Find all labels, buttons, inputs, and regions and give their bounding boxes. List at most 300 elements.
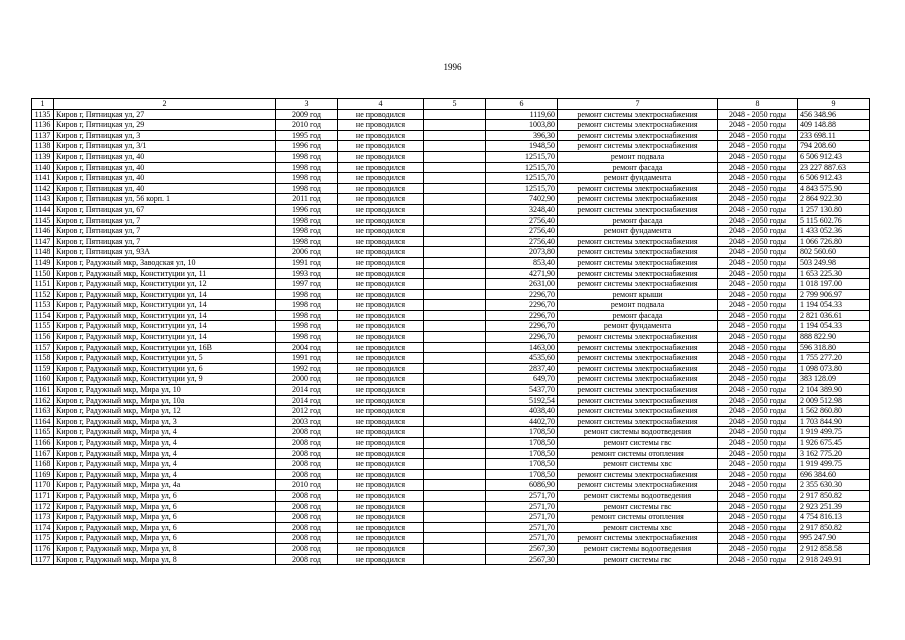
empty-cell [424, 353, 486, 364]
address-cell: Киров г, Пятницкая ул, 93А [54, 247, 276, 258]
cost-cell: 794 208.60 [798, 141, 870, 152]
commission-year-cell: 1998 год [276, 162, 338, 173]
cost-cell: 596 318.80 [798, 342, 870, 353]
empty-cell [424, 321, 486, 332]
row-index-cell: 1175 [32, 533, 54, 544]
planned-period-cell: 2048 - 2050 годы [718, 374, 798, 385]
cost-cell: 1 194 054.33 [798, 300, 870, 311]
planned-period-cell: 2048 - 2050 годы [718, 480, 798, 491]
last-repair-cell: не проводился [338, 321, 424, 332]
cost-cell: 2 917 850.82 [798, 490, 870, 501]
commission-year-cell: 2008 год [276, 533, 338, 544]
empty-cell [424, 469, 486, 480]
empty-cell [424, 406, 486, 417]
work-type-cell: ремонт системы электроснабжения [558, 194, 718, 205]
work-type-cell: ремонт системы гвс [558, 501, 718, 512]
area-cell: 2296,70 [486, 321, 558, 332]
work-type-cell: ремонт крыши [558, 289, 718, 300]
empty-cell [424, 183, 486, 194]
page-number: 1996 [443, 62, 462, 72]
row-index-cell: 1163 [32, 406, 54, 417]
cost-cell: 23 227 887.63 [798, 162, 870, 173]
cost-cell: 696 384.60 [798, 469, 870, 480]
address-cell: Киров г, Радужный мкр, Мира ул, 3 [54, 416, 276, 427]
column-number: 2 [54, 99, 276, 110]
row-index-cell: 1162 [32, 395, 54, 406]
last-repair-cell: не проводился [338, 268, 424, 279]
planned-period-cell: 2048 - 2050 годы [718, 385, 798, 396]
empty-cell [424, 490, 486, 501]
address-cell: Киров г, Радужный мкр, Конституции ул, 12 [54, 279, 276, 290]
empty-cell [424, 279, 486, 290]
last-repair-cell: не проводился [338, 406, 424, 417]
planned-period-cell: 2048 - 2050 годы [718, 416, 798, 427]
empty-cell [424, 310, 486, 321]
last-repair-cell: не проводился [338, 109, 424, 120]
area-cell: 649,70 [486, 374, 558, 385]
cost-cell: 1 919 499.75 [798, 459, 870, 470]
table-row [32, 543, 870, 554]
empty-cell [424, 300, 486, 311]
row-index-cell: 1155 [32, 321, 54, 332]
address-cell: Киров г, Радужный мкр, Мира ул, 4 [54, 459, 276, 470]
work-type-cell: ремонт системы водоотведения [558, 490, 718, 501]
commission-year-cell: 2008 год [276, 501, 338, 512]
empty-cell [424, 215, 486, 226]
area-cell: 12515,70 [486, 183, 558, 194]
last-repair-cell: не проводился [338, 363, 424, 374]
planned-period-cell: 2048 - 2050 годы [718, 279, 798, 290]
empty-cell [424, 109, 486, 120]
planned-period-cell: 2048 - 2050 годы [718, 130, 798, 141]
table-row [32, 533, 870, 544]
area-cell: 2756,40 [486, 236, 558, 247]
commission-year-cell: 2011 год [276, 194, 338, 205]
empty-cell [424, 236, 486, 247]
cost-cell: 802 560.60 [798, 247, 870, 258]
empty-cell [424, 268, 486, 279]
last-repair-cell: не проводился [338, 385, 424, 396]
area-cell: 1003,80 [486, 120, 558, 131]
row-index-cell: 1158 [32, 353, 54, 364]
commission-year-cell: 1998 год [276, 300, 338, 311]
address-cell: Киров г, Радужный мкр, Конституции ул, 14 [54, 321, 276, 332]
last-repair-cell: не проводился [338, 459, 424, 470]
empty-cell [424, 151, 486, 162]
last-repair-cell: не проводился [338, 151, 424, 162]
empty-cell [424, 194, 486, 205]
cost-cell: 409 148.88 [798, 120, 870, 131]
cost-cell: 456 348.96 [798, 109, 870, 120]
planned-period-cell: 2048 - 2050 годы [718, 448, 798, 459]
planned-period-cell: 2048 - 2050 годы [718, 268, 798, 279]
table-row [32, 438, 870, 449]
cost-cell: 1 194 054.33 [798, 321, 870, 332]
empty-cell [424, 257, 486, 268]
address-cell: Киров г, Радужный мкр, Мира ул, 4 [54, 448, 276, 459]
last-repair-cell: не проводился [338, 448, 424, 459]
cost-cell: 1 066 726.80 [798, 236, 870, 247]
cost-cell: 2 355 630.30 [798, 480, 870, 491]
work-type-cell: ремонт системы электроснабжения [558, 469, 718, 480]
planned-period-cell: 2048 - 2050 годы [718, 120, 798, 131]
commission-year-cell: 1991 год [276, 353, 338, 364]
table-row [32, 554, 870, 565]
planned-period-cell: 2048 - 2050 годы [718, 501, 798, 512]
commission-year-cell: 2004 год [276, 342, 338, 353]
area-cell: 1708,50 [486, 427, 558, 438]
last-repair-cell: не проводился [338, 512, 424, 523]
last-repair-cell: не проводился [338, 279, 424, 290]
row-index-cell: 1154 [32, 310, 54, 321]
planned-period-cell: 2048 - 2050 годы [718, 226, 798, 237]
cost-cell: 503 249.98 [798, 257, 870, 268]
last-repair-cell: не проводился [338, 438, 424, 449]
column-number: 3 [276, 99, 338, 110]
last-repair-cell: не проводился [338, 130, 424, 141]
cost-cell: 6 506 912.43 [798, 151, 870, 162]
commission-year-cell: 2009 год [276, 109, 338, 120]
table-row [32, 109, 870, 120]
table-row [32, 236, 870, 247]
work-type-cell: ремонт фундамента [558, 173, 718, 184]
column-number: 4 [338, 99, 424, 110]
area-cell: 1948,50 [486, 141, 558, 152]
commission-year-cell: 2010 год [276, 480, 338, 491]
commission-year-cell: 2010 год [276, 120, 338, 131]
cost-cell: 1 018 197.00 [798, 279, 870, 290]
address-cell: Киров г, Радужный мкр, Мира ул, 4 [54, 438, 276, 449]
planned-period-cell: 2048 - 2050 годы [718, 321, 798, 332]
table-body [32, 109, 870, 565]
table-row [32, 268, 870, 279]
cost-cell: 2 009 512.98 [798, 395, 870, 406]
commission-year-cell: 1998 год [276, 236, 338, 247]
planned-period-cell: 2048 - 2050 годы [718, 215, 798, 226]
empty-cell [424, 289, 486, 300]
area-cell: 6086,90 [486, 480, 558, 491]
row-index-cell: 1141 [32, 173, 54, 184]
work-type-cell: ремонт фундамента [558, 226, 718, 237]
empty-cell [424, 342, 486, 353]
area-cell: 853,40 [486, 257, 558, 268]
last-repair-cell: не проводился [338, 162, 424, 173]
cost-cell: 1 653 225.30 [798, 268, 870, 279]
work-type-cell: ремонт системы электроснабжения [558, 183, 718, 194]
table-row [32, 385, 870, 396]
commission-year-cell: 2008 год [276, 427, 338, 438]
last-repair-cell: не проводился [338, 342, 424, 353]
address-cell: Киров г, Радужный мкр, Мира ул, 10а [54, 395, 276, 406]
address-cell: Киров г, Пятницкая ул, 3/1 [54, 141, 276, 152]
address-cell: Киров г, Пятницкая ул, 3 [54, 130, 276, 141]
row-index-cell: 1136 [32, 120, 54, 131]
work-type-cell: ремонт системы электроснабжения [558, 480, 718, 491]
table-row [32, 247, 870, 258]
address-cell: Киров г, Радужный мкр, Заводская ул, 10 [54, 257, 276, 268]
area-cell: 2567,30 [486, 543, 558, 554]
empty-cell [424, 522, 486, 533]
row-index-cell: 1171 [32, 490, 54, 501]
row-index-cell: 1160 [32, 374, 54, 385]
work-type-cell: ремонт системы электроснабжения [558, 120, 718, 131]
address-cell: Киров г, Радужный мкр, Конституции ул, 16В [54, 342, 276, 353]
commission-year-cell: 1992 год [276, 363, 338, 374]
cost-cell: 888 822.90 [798, 332, 870, 343]
table-row [32, 215, 870, 226]
cost-cell: 6 506 912.43 [798, 173, 870, 184]
table-row [32, 395, 870, 406]
table-row [32, 173, 870, 184]
work-type-cell: ремонт системы водоотведения [558, 543, 718, 554]
address-cell: Киров г, Пятницкая ул, 40 [54, 183, 276, 194]
commission-year-cell: 2008 год [276, 469, 338, 480]
address-cell: Киров г, Радужный мкр, Мира ул, 6 [54, 490, 276, 501]
cost-cell: 4 754 816.13 [798, 512, 870, 523]
address-cell: Киров г, Радужный мкр, Мира ул, 6 [54, 512, 276, 523]
work-type-cell: ремонт системы электроснабжения [558, 395, 718, 406]
address-cell: Киров г, Радужный мкр, Мира ул, 4 [54, 469, 276, 480]
empty-cell [424, 427, 486, 438]
row-index-cell: 1177 [32, 554, 54, 565]
table-row [32, 321, 870, 332]
commission-year-cell: 1998 год [276, 226, 338, 237]
area-cell: 2073,80 [486, 247, 558, 258]
address-cell: Киров г, Радужный мкр, Конституции ул, 5 [54, 353, 276, 364]
empty-cell [424, 162, 486, 173]
last-repair-cell: не проводился [338, 395, 424, 406]
table-row [32, 183, 870, 194]
last-repair-cell: не проводился [338, 501, 424, 512]
area-cell: 4402,70 [486, 416, 558, 427]
empty-cell [424, 448, 486, 459]
work-type-cell: ремонт системы электроснабжения [558, 363, 718, 374]
area-cell: 7402,90 [486, 194, 558, 205]
work-type-cell: ремонт системы электроснабжения [558, 374, 718, 385]
planned-period-cell: 2048 - 2050 годы [718, 183, 798, 194]
cost-cell: 1 098 073.80 [798, 363, 870, 374]
planned-period-cell: 2048 - 2050 годы [718, 173, 798, 184]
row-index-cell: 1167 [32, 448, 54, 459]
work-type-cell: ремонт системы электроснабжения [558, 204, 718, 215]
work-type-cell: ремонт подвала [558, 300, 718, 311]
last-repair-cell: не проводился [338, 480, 424, 491]
address-cell: Киров г, Радужный мкр, Конституции ул, 14 [54, 289, 276, 300]
last-repair-cell: не проводился [338, 427, 424, 438]
repair-schedule-table [31, 98, 870, 565]
table-row [32, 151, 870, 162]
address-cell: Киров г, Радужный мкр, Мира ул, 6 [54, 533, 276, 544]
address-cell: Киров г, Радужный мкр, Конституции ул, 14 [54, 300, 276, 311]
area-cell: 2571,70 [486, 512, 558, 523]
address-cell: Киров г, Радужный мкр, Мира ул, 4 [54, 427, 276, 438]
column-number: 1 [32, 99, 54, 110]
row-index-cell: 1149 [32, 257, 54, 268]
planned-period-cell: 2048 - 2050 годы [718, 395, 798, 406]
commission-year-cell: 2008 год [276, 543, 338, 554]
work-type-cell: ремонт системы электроснабжения [558, 141, 718, 152]
area-cell: 1708,50 [486, 459, 558, 470]
address-cell: Киров г, Пятницкая ул, 29 [54, 120, 276, 131]
planned-period-cell: 2048 - 2050 годы [718, 353, 798, 364]
work-type-cell: ремонт системы электроснабжения [558, 257, 718, 268]
table-row [32, 512, 870, 523]
work-type-cell: ремонт системы электроснабжения [558, 109, 718, 120]
last-repair-cell: не проводился [338, 247, 424, 258]
empty-cell [424, 459, 486, 470]
work-type-cell: ремонт системы электроснабжения [558, 533, 718, 544]
empty-cell [424, 416, 486, 427]
column-number: 6 [486, 99, 558, 110]
address-cell: Киров г, Радужный мкр, Мира ул, 8 [54, 543, 276, 554]
cost-cell: 1 755 277.20 [798, 353, 870, 364]
empty-cell [424, 438, 486, 449]
row-index-cell: 1168 [32, 459, 54, 470]
last-repair-cell: не проводился [338, 469, 424, 480]
last-repair-cell: не проводился [338, 236, 424, 247]
row-index-cell: 1169 [32, 469, 54, 480]
planned-period-cell: 2048 - 2050 годы [718, 204, 798, 215]
row-index-cell: 1143 [32, 194, 54, 205]
address-cell: Киров г, Пятницкая ул, 40 [54, 173, 276, 184]
address-cell: Киров г, Пятницкая ул, 7 [54, 236, 276, 247]
area-cell: 2756,40 [486, 226, 558, 237]
table-row [32, 226, 870, 237]
cost-cell: 1 257 130.80 [798, 204, 870, 215]
work-type-cell: ремонт системы отопления [558, 448, 718, 459]
empty-cell [424, 130, 486, 141]
column-number: 7 [558, 99, 718, 110]
empty-cell [424, 554, 486, 565]
address-cell: Киров г, Пятницкая ул, 67 [54, 204, 276, 215]
area-cell: 2631,00 [486, 279, 558, 290]
area-cell: 2756,40 [486, 215, 558, 226]
cost-cell: 233 698.11 [798, 130, 870, 141]
empty-cell [424, 332, 486, 343]
area-cell: 12515,70 [486, 173, 558, 184]
cost-cell: 2 923 251.39 [798, 501, 870, 512]
commission-year-cell: 2003 год [276, 416, 338, 427]
last-repair-cell: не проводился [338, 120, 424, 131]
table-row [32, 289, 870, 300]
area-cell: 1119,60 [486, 109, 558, 120]
work-type-cell: ремонт системы водоотведения [558, 427, 718, 438]
area-cell: 5437,70 [486, 385, 558, 396]
table-row [32, 501, 870, 512]
address-cell: Киров г, Пятницкая ул, 27 [54, 109, 276, 120]
last-repair-cell: не проводился [338, 204, 424, 215]
row-index-cell: 1147 [32, 236, 54, 247]
table-row [32, 416, 870, 427]
area-cell: 2296,70 [486, 289, 558, 300]
planned-period-cell: 2048 - 2050 годы [718, 162, 798, 173]
row-index-cell: 1164 [32, 416, 54, 427]
cost-cell: 995 247.90 [798, 533, 870, 544]
row-index-cell: 1166 [32, 438, 54, 449]
planned-period-cell: 2048 - 2050 годы [718, 194, 798, 205]
commission-year-cell: 2008 год [276, 512, 338, 523]
work-type-cell: ремонт системы электроснабжения [558, 130, 718, 141]
work-type-cell: ремонт системы электроснабжения [558, 385, 718, 396]
empty-cell [424, 395, 486, 406]
area-cell: 2571,70 [486, 522, 558, 533]
area-cell: 2296,70 [486, 310, 558, 321]
row-index-cell: 1165 [32, 427, 54, 438]
planned-period-cell: 2048 - 2050 годы [718, 363, 798, 374]
table-row [32, 353, 870, 364]
table-row [32, 279, 870, 290]
cost-cell: 383 128.09 [798, 374, 870, 385]
table-row [32, 374, 870, 385]
table-row [32, 480, 870, 491]
work-type-cell: ремонт системы отопления [558, 512, 718, 523]
work-type-cell: ремонт подвала [558, 151, 718, 162]
planned-period-cell: 2048 - 2050 годы [718, 427, 798, 438]
row-index-cell: 1170 [32, 480, 54, 491]
table-row [32, 257, 870, 268]
empty-cell [424, 385, 486, 396]
row-index-cell: 1173 [32, 512, 54, 523]
planned-period-cell: 2048 - 2050 годы [718, 533, 798, 544]
last-repair-cell: не проводился [338, 522, 424, 533]
area-cell: 1463,00 [486, 342, 558, 353]
table-row [32, 406, 870, 417]
last-repair-cell: не проводился [338, 257, 424, 268]
empty-cell [424, 141, 486, 152]
empty-cell [424, 374, 486, 385]
empty-cell [424, 512, 486, 523]
row-index-cell: 1135 [32, 109, 54, 120]
work-type-cell: ремонт системы электроснабжения [558, 406, 718, 417]
table-row [32, 342, 870, 353]
row-index-cell: 1138 [32, 141, 54, 152]
row-index-cell: 1145 [32, 215, 54, 226]
row-index-cell: 1176 [32, 543, 54, 554]
commission-year-cell: 1995 год [276, 130, 338, 141]
address-cell: Киров г, Радужный мкр, Мира ул, 12 [54, 406, 276, 417]
planned-period-cell: 2048 - 2050 годы [718, 109, 798, 120]
last-repair-cell: не проводился [338, 226, 424, 237]
cost-cell: 1 919 499.75 [798, 427, 870, 438]
commission-year-cell: 2008 год [276, 522, 338, 533]
last-repair-cell: не проводился [338, 310, 424, 321]
work-type-cell: ремонт системы электроснабжения [558, 236, 718, 247]
cost-cell: 2 799 906.97 [798, 289, 870, 300]
address-cell: Киров г, Пятницкая ул, 56 корп. 1 [54, 194, 276, 205]
address-cell: Киров г, Радужный мкр, Конституции ул, 14 [54, 310, 276, 321]
address-cell: Киров г, Пятницкая ул, 7 [54, 215, 276, 226]
planned-period-cell: 2048 - 2050 годы [718, 522, 798, 533]
commission-year-cell: 1998 год [276, 173, 338, 184]
table-row [32, 194, 870, 205]
table-row [32, 310, 870, 321]
planned-period-cell: 2048 - 2050 годы [718, 459, 798, 470]
commission-year-cell: 1996 год [276, 141, 338, 152]
last-repair-cell: не проводился [338, 183, 424, 194]
address-cell: Киров г, Радужный мкр, Конституции ул, 14 [54, 332, 276, 343]
table-row [32, 448, 870, 459]
last-repair-cell: не проводился [338, 332, 424, 343]
row-index-cell: 1150 [32, 268, 54, 279]
planned-period-cell: 2048 - 2050 годы [718, 151, 798, 162]
area-cell: 2837,40 [486, 363, 558, 374]
commission-year-cell: 2014 год [276, 385, 338, 396]
address-cell: Киров г, Радужный мкр, Мира ул, 6 [54, 522, 276, 533]
area-cell: 3248,40 [486, 204, 558, 215]
commission-year-cell: 1996 год [276, 204, 338, 215]
work-type-cell: ремонт фундамента [558, 321, 718, 332]
row-index-cell: 1161 [32, 385, 54, 396]
